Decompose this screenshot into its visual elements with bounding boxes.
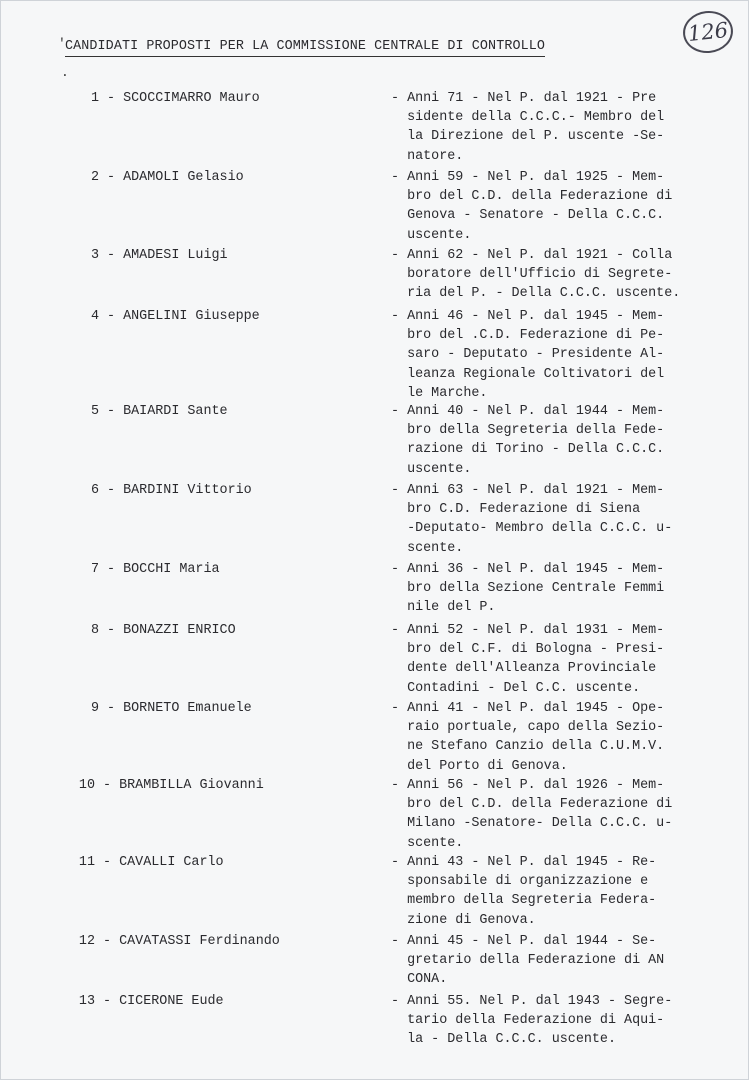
candidate-number: 3 (90, 248, 99, 263)
candidate-description: - Anni 71 - Nel P. dal 1921 - Pre sidente della C.C.C.- Membro del la Direzione del P. uscente -Se- natore. (391, 91, 665, 164)
candidate-separator: - (95, 994, 120, 1009)
candidate-separator: - (99, 91, 124, 106)
candidate-number: 10 (78, 778, 95, 793)
candidate-description: - Anni 46 - Nel P. dal 1945 - Mem- bro del .C.D. Federazione di Pe- saro - Deputato - Presidente Al- leanza Regionale Coltivatori del le Marche. (391, 309, 665, 401)
candidate-number: 9 (90, 701, 99, 716)
candidate-number: 4 (90, 309, 99, 324)
candidate-name: ADAMOLI Gelasio (123, 170, 244, 185)
candidate-number: 12 (78, 934, 95, 949)
candidate-description: - Anni 45 - Nel P. dal 1944 - Se- gretario della Federazione di AN CONA. (391, 934, 665, 988)
candidate-description: - Anni 41 - Nel P. dal 1945 - Ope- raio portuale, capo della Sezio- ne Stefano Canzio della C.U.M.V. del Porto di Genova. (391, 701, 665, 774)
candidate-description: - Anni 62 - Nel P. dal 1921 - Colla boratore dell'Ufficio di Segrete- ria del P. - Della C.C.C. uscente. (391, 248, 681, 302)
candidate-description: - Anni 36 - Nel P. dal 1945 - Mem- bro della Sezione Centrale Femmi nile del P. (391, 562, 665, 616)
candidate-separator: - (99, 623, 124, 638)
candidate-separator: - (99, 309, 124, 324)
candidate-description: - Anni 55. Nel P. dal 1943 - Segre- tario della Federazione di Aqui- la - Della C.C.C. uscente. (391, 994, 673, 1048)
candidate-number: 5 (90, 404, 99, 419)
candidate-name-line (57, 307, 345, 326)
margin-dot: . (61, 65, 69, 80)
candidate-description: - Anni 43 - Nel P. dal 1945 - Re- sponsabile di organizzazione e membro della Segreteria Federa- zione di Genova. (391, 855, 657, 928)
candidate-name-line (53, 776, 341, 795)
candidate-name-line (57, 402, 345, 421)
candidate-number: 11 (78, 855, 95, 870)
candidate-separator: - (99, 701, 124, 716)
candidate-name: BAIARDI Sante (123, 404, 228, 419)
candidate-description: - Anni 40 - Nel P. dal 1944 - Mem- bro della Segreteria della Fede- razione di Torino - Della C.C.C. uscente. (391, 404, 665, 477)
candidate-number: 8 (90, 623, 99, 638)
candidate-name-line (57, 621, 345, 640)
candidate-name: CICERONE Eude (119, 994, 224, 1009)
candidate-description: - Anni 56 - Nel P. dal 1926 - Mem- bro del C.D. della Federazione di Milano -Senatore- Della C.C.C. u- scente. (391, 778, 673, 851)
candidate-name-line (57, 89, 345, 108)
candidate-separator: - (99, 404, 124, 419)
candidate-number: 2 (90, 170, 99, 185)
candidate-name-line (53, 992, 341, 1011)
candidate-separator: - (95, 778, 120, 793)
candidate-description: - Anni 59 - Nel P. dal 1925 - Mem- bro del C.D. della Federazione di Genova - Senatore - Della C.C.C. uscente. (391, 170, 673, 243)
candidate-separator: - (99, 483, 124, 498)
candidate-number: 7 (90, 562, 99, 577)
candidate-name-line (53, 932, 341, 951)
candidate-description: - Anni 63 - Nel P. dal 1921 - Mem- bro C.D. Federazione di Siena -Deputato- Membro della C.C.C. u- scente. (391, 483, 673, 556)
candidate-separator: - (99, 562, 124, 577)
candidate-number: 13 (78, 994, 95, 1009)
document-title: CANDIDATI PROPOSTI PER LA COMMISSIONE CENTRALE DI CONTROLLO (65, 38, 545, 57)
candidate-name-line (57, 168, 345, 187)
candidate-name: CAVATASSI Ferdinando (119, 934, 280, 949)
candidate-description: - Anni 52 - Nel P. dal 1931 - Mem- bro del C.F. di Bologna - Presi- dente dell'Alleanza Provinciale Contadini - Del C.C. uscente. (391, 623, 665, 696)
candidate-separator: - (95, 934, 120, 949)
candidate-name: BOCCHI Maria (123, 562, 220, 577)
candidate-name: SCOCCIMARRO Mauro (123, 91, 260, 106)
candidate-name-line (57, 699, 345, 718)
candidate-name: BARDINI Vittorio (123, 483, 252, 498)
candidate-name: CAVALLI Carlo (119, 855, 224, 870)
candidate-name: AMADESI Luigi (123, 248, 228, 263)
candidate-name: BRAMBILLA Giovanni (119, 778, 264, 793)
page-number-stamp (681, 9, 735, 56)
candidate-name-line (53, 853, 341, 872)
candidate-name-line (57, 246, 345, 265)
candidate-name-line (57, 481, 345, 500)
candidate-separator: - (99, 248, 124, 263)
candidate-name: ANGELINI Giuseppe (123, 309, 260, 324)
candidate-name-line (57, 560, 345, 579)
candidate-number: 6 (90, 483, 99, 498)
candidate-name: BORNETO Emanuele (123, 701, 252, 716)
candidate-separator: - (95, 855, 120, 870)
candidate-separator: - (99, 170, 124, 185)
page-number: 126 (686, 17, 730, 47)
margin-tick: ' (58, 36, 66, 51)
candidate-name: BONAZZI ENRICO (123, 623, 236, 638)
candidate-number: 1 (90, 91, 99, 106)
